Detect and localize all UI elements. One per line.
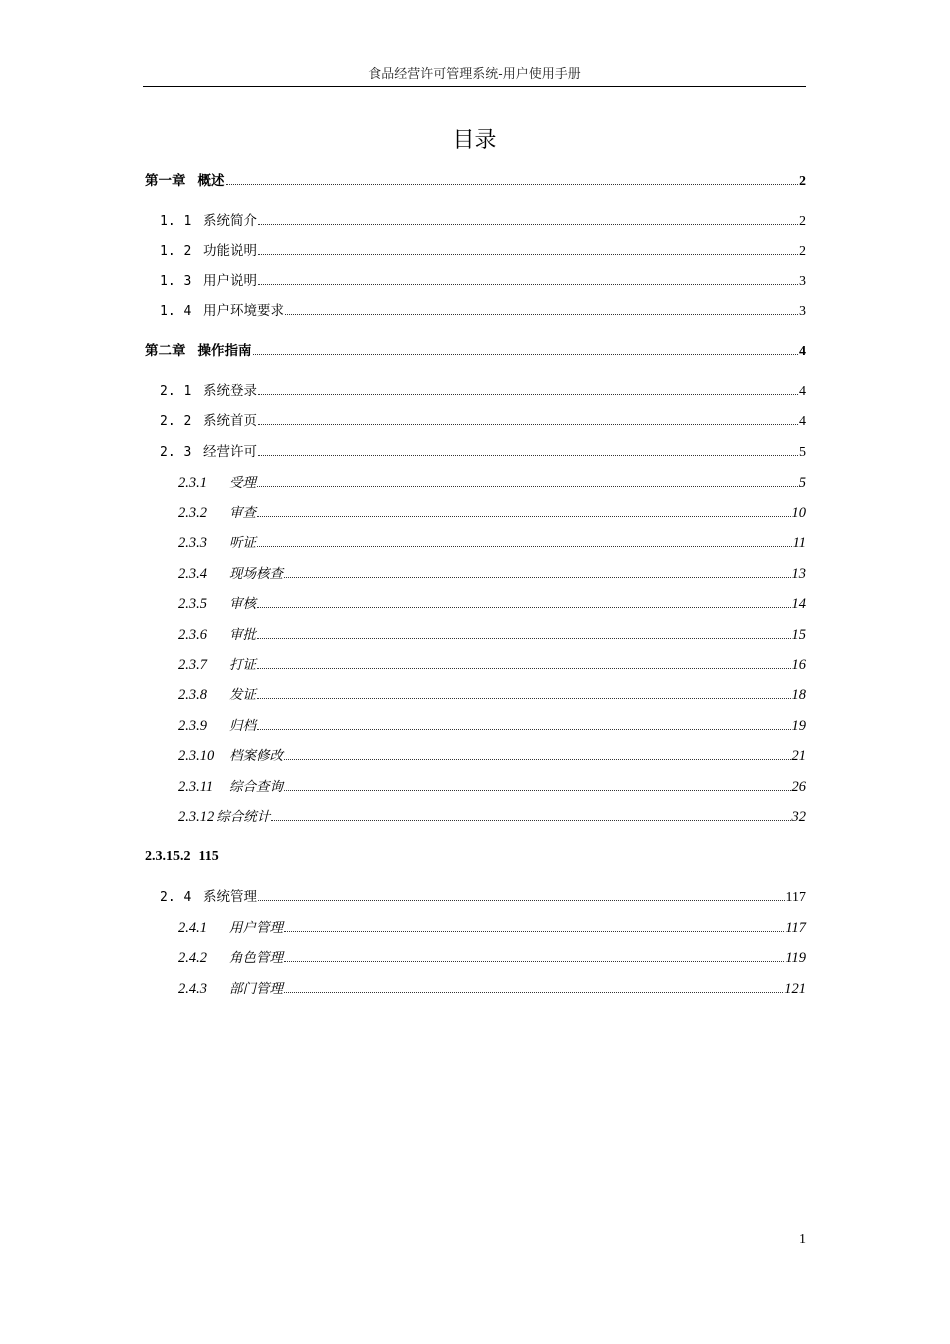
toc-entry-2-3-11[interactable] [178,777,806,797]
toc-entry-number: 1. 1 [160,214,192,229]
dot-leader [257,607,791,608]
toc-entry-1-4[interactable] [160,301,806,321]
dot-leader [271,820,790,821]
toc-entry-number: 第二章 [145,343,186,359]
toc-entry-text: 部门管理 [229,981,283,997]
toc-entry-text: 系统简介 [203,213,257,229]
dot-leader [284,790,791,791]
toc-entry-page: 15 [791,627,806,643]
toc-entry-text: 系统管理 [203,889,257,905]
toc-entry-text: 现场核查 [229,566,283,582]
toc-entry-number: 2.3.5 [178,596,207,612]
toc-entry-page: 3 [799,274,806,289]
dot-leader [258,900,785,901]
dot-leader [284,961,784,962]
toc-entry-2-3-1[interactable] [178,473,806,493]
dot-leader [284,759,791,760]
toc-entry-page: 11 [792,535,806,551]
toc-entry-2-3-4[interactable] [178,564,806,584]
toc-entry-number: 2.4.1 [178,920,207,936]
toc-entry-number: 2.3.1 [178,475,207,491]
dot-leader [284,992,783,993]
toc-entry-page: 14 [791,596,806,612]
dot-leader [284,577,791,578]
toc-entry-2-3-15-2[interactable] [145,847,219,867]
toc-entry-2-4-1[interactable] [178,918,806,938]
toc-entry-page: 5 [798,475,806,491]
dot-leader [257,668,791,669]
dot-leader [285,314,798,315]
toc-entry-text: 审查 [229,505,256,521]
toc-entry-page: 5 [799,445,806,460]
toc-entry-chapter-2[interactable] [145,341,806,361]
toc-entry-number: 2.3.15.2 [145,849,191,864]
toc-entry-text: 档案修改 [229,748,283,764]
toc-entry-text: 系统首页 [203,413,257,429]
toc-entry-2-4[interactable] [160,887,806,907]
toc-entry-number: 1. 3 [160,274,192,289]
toc-entry-number: 2.3.9 [178,718,207,734]
toc-entry-1-2[interactable] [160,241,806,261]
toc-entry-2-4-2[interactable] [178,948,806,968]
toc-entry-text: 系统登录 [203,383,257,399]
toc-entry-text: 功能说明 [203,243,257,259]
toc-entry-page: 2 [799,214,806,229]
header-divider [143,86,806,87]
toc-entry-number: 2. 2 [160,414,192,429]
dot-leader [258,455,798,456]
toc-entry-number: 2.3.2 [178,505,207,521]
toc-entry-page: 4 [799,414,806,429]
toc-title: 目录 [452,128,497,153]
toc-entry-number: 2.3.10 [178,748,215,764]
toc-entry-text: 综合统计 [216,809,271,825]
toc-entry-2-3-12[interactable] [178,807,806,827]
toc-entry-page: 26 [791,779,806,795]
toc-entry-number: 2. 3 [160,445,192,460]
dot-leader [258,224,798,225]
toc-entry-page: 117 [785,920,806,936]
toc-entry-page: 117 [785,890,806,905]
toc-entry-page: 18 [791,687,806,703]
toc-entry-number: 2.3.11 [178,779,214,795]
toc-entry-page: 32 [791,809,806,825]
dot-leader [284,931,784,932]
dot-leader [258,424,798,425]
toc-entry-chapter-1[interactable] [145,171,806,191]
dot-leader [257,546,792,547]
toc-entry-2-3-6[interactable] [178,625,806,645]
header-title: 食品经营许可管理系统-用户使用手册 [368,67,581,82]
toc-entry-page: 119 [785,950,806,966]
toc-entry-text: 发证 [229,687,256,703]
dot-leader [257,486,798,487]
dot-leader [258,254,798,255]
toc-entry-text: 用户管理 [229,920,283,936]
toc-entry-text: 概述 [197,173,225,189]
toc-entry-text: 听证 [229,535,256,551]
toc-entry-1-1[interactable] [160,211,806,231]
toc-entry-2-3-9[interactable] [178,716,806,736]
dot-leader [253,354,799,355]
toc-entry-text: 受理 [229,475,256,491]
toc-entry-text: 角色管理 [229,950,283,966]
toc-entry-page: 13 [791,566,806,582]
toc-entry-2-3-5[interactable] [178,594,806,614]
dot-leader [258,394,798,395]
toc-entry-2-1[interactable] [160,381,806,401]
toc-entry-page: 3 [799,304,806,319]
toc-entry-number: 2. 1 [160,384,192,399]
toc-entry-text: 归档 [229,718,256,734]
dot-leader [257,638,791,639]
toc-entry-number: 2.4.3 [178,981,207,997]
toc-entry-number: 2.3.6 [178,627,207,643]
toc-entry-text: 操作指南 [197,343,252,359]
toc-entry-2-3[interactable] [160,442,806,462]
toc-entry-text: 用户说明 [203,273,257,289]
toc-entry-text: 经营许可 [203,444,257,460]
page-number: 1 [799,1232,806,1247]
toc-entry-page: 115 [198,849,219,864]
toc-entry-page: 4 [799,344,806,359]
toc-entry-2-3-8[interactable] [178,685,806,705]
toc-entry-1-3[interactable] [160,271,806,291]
dot-leader [257,516,791,517]
toc-entry-2-2[interactable] [160,411,806,431]
toc-entry-text: 打证 [229,657,256,673]
toc-entry-text: 审核 [229,596,256,612]
dot-leader [258,284,798,285]
toc-entry-number: 第一章 [145,173,186,189]
toc-entry-number: 1. 4 [160,304,192,319]
toc-entry-number: 2. 4 [160,890,192,905]
toc-entry-2-3-10[interactable] [178,746,806,766]
toc-entry-text: 审批 [229,627,256,643]
dot-leader [257,698,791,699]
toc-entry-number: 2.3.4 [178,566,207,582]
toc-entry-page: 2 [799,244,806,259]
toc-entry-page: 21 [791,748,806,764]
toc-entry-number: 2.3.12 [178,809,215,825]
toc-entry-number: 1. 2 [160,244,192,259]
toc-entry-number: 2.4.2 [178,950,207,966]
toc-entry-2-3-7[interactable] [178,655,806,675]
toc-entry-text: 用户环境要求 [203,303,284,319]
toc-entry-page: 19 [791,718,806,734]
dot-leader [257,729,791,730]
toc-entry-text: 综合查询 [229,779,283,795]
dot-leader [226,184,799,185]
toc-entry-number: 2.3.7 [178,657,207,673]
toc-entry-2-3-3[interactable] [178,533,806,553]
toc-entry-number: 2.3.3 [178,535,207,551]
toc-entry-page: 10 [791,505,806,521]
toc-entry-page: 2 [799,174,806,189]
toc-entry-page: 121 [784,981,806,997]
toc-entry-page: 16 [791,657,806,673]
toc-entry-2-3-2[interactable] [178,503,806,523]
toc-entry-page: 4 [799,384,806,399]
toc-entry-number: 2.3.8 [178,687,207,703]
toc-entry-2-4-3[interactable] [178,979,806,999]
